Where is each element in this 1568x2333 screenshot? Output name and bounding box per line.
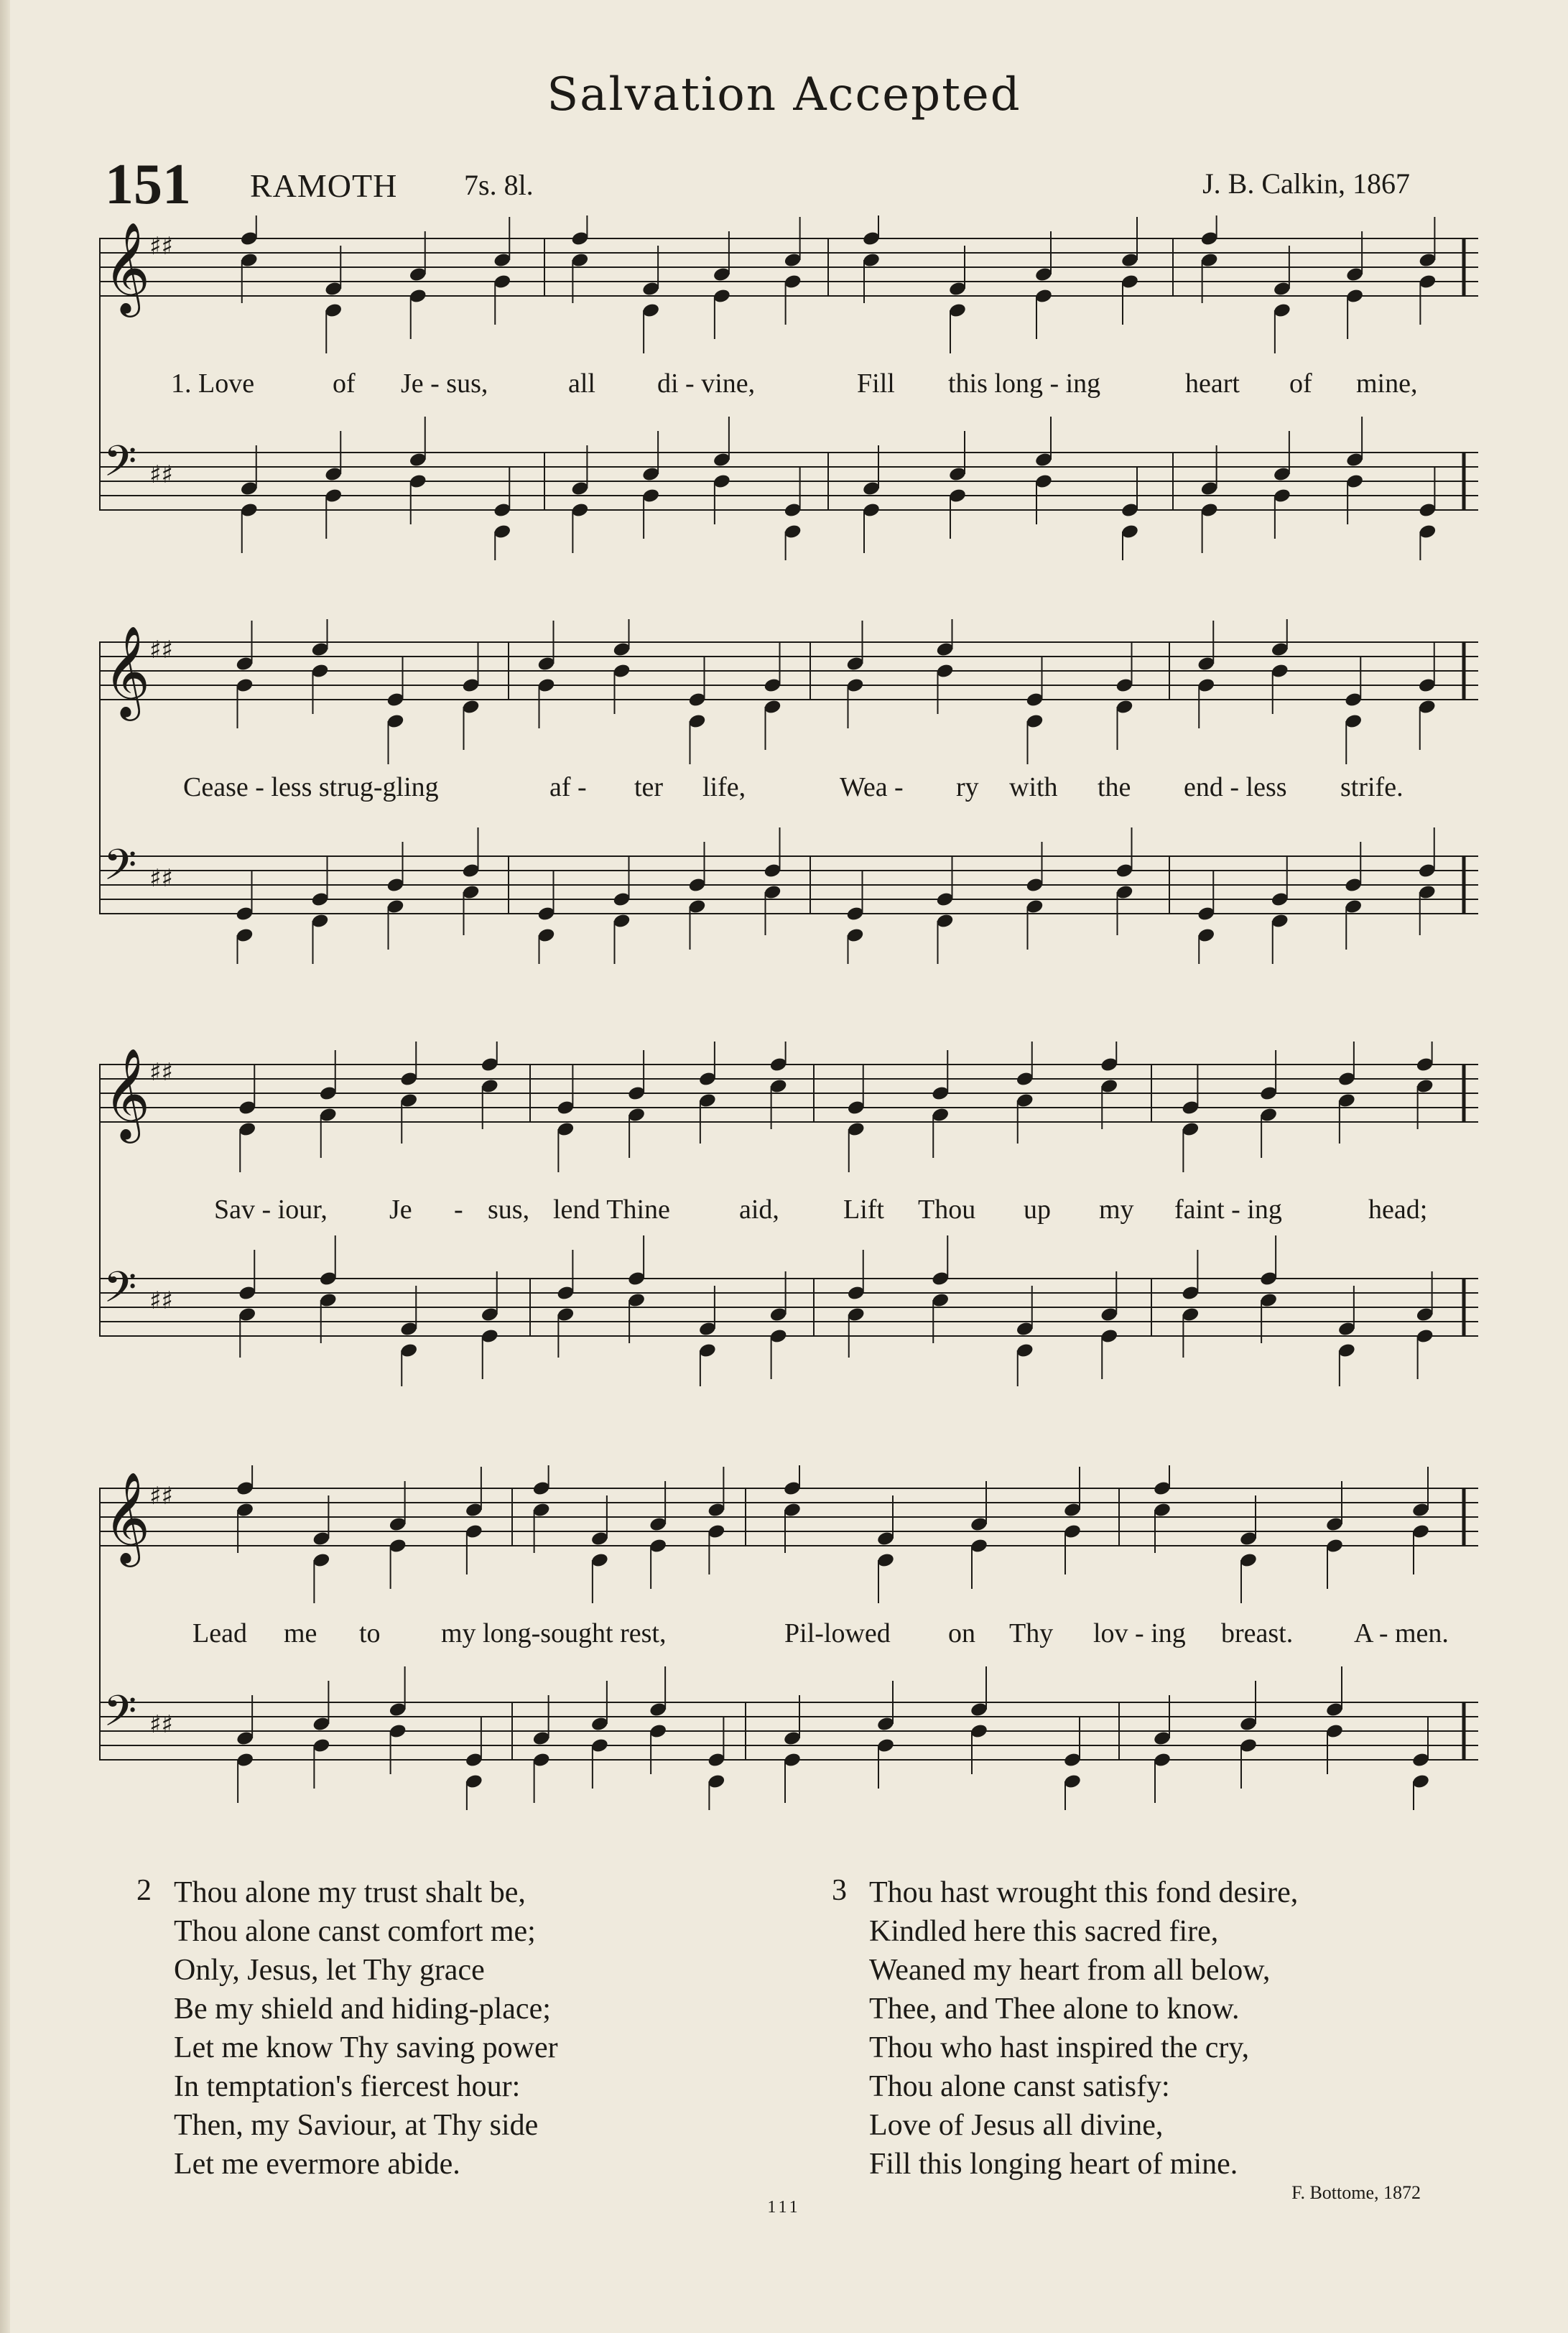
- verse-line: Let me evermore abide.: [174, 2148, 460, 2181]
- lyrics-line: [99, 368, 1478, 404]
- lyric-syllable: life,: [702, 772, 746, 802]
- verse-line: Let me know Thy saving power: [174, 2031, 558, 2064]
- svg-text:𝄢: 𝄢: [103, 1686, 137, 1746]
- svg-text:♯♯: ♯♯: [149, 636, 173, 664]
- svg-text:♯♯: ♯♯: [149, 1058, 173, 1087]
- svg-text:𝄞: 𝄞: [103, 1047, 151, 1139]
- music-system: [99, 619, 1478, 1021]
- lyrics-line: [99, 771, 1478, 807]
- lyric-syllable: af -: [549, 772, 587, 802]
- lyrics-line: [99, 1194, 1478, 1230]
- lyric-syllable: head;: [1368, 1195, 1428, 1225]
- svg-text:𝄞: 𝄞: [103, 625, 151, 717]
- lyric-syllable: all: [568, 368, 595, 399]
- lyric-syllable: with: [1009, 772, 1058, 802]
- meter: 7s. 8l.: [464, 169, 534, 201]
- lyric-syllable: my long-sought rest,: [441, 1618, 667, 1648]
- verse-line: Thee, and Thee alone to know.: [869, 1993, 1240, 2026]
- lyric-syllable: up: [1024, 1195, 1051, 1225]
- lyric-syllable: 1. Love: [171, 368, 255, 399]
- verse-line: Weaned my heart from all below,: [869, 1954, 1271, 1987]
- lyric-syllable: heart: [1185, 368, 1240, 399]
- verse-line: Fill this longing heart of mine.: [869, 2148, 1238, 2181]
- composer: J. B. Calkin, 1867: [1202, 167, 1410, 200]
- music-system: [99, 215, 1478, 618]
- verses: [0, 1873, 1568, 2204]
- lyric-syllable: end - less: [1184, 772, 1287, 802]
- lyrics-line: [99, 1618, 1478, 1653]
- lyric-syllable: Lift: [843, 1195, 884, 1225]
- lyric-syllable: on: [948, 1618, 975, 1648]
- section-title: Salvation Accepted: [547, 68, 1021, 121]
- svg-text:♯♯: ♯♯: [149, 864, 173, 893]
- verse-number: 3: [832, 1874, 847, 1907]
- lyric-syllable: this long - ing: [948, 368, 1101, 399]
- music-system: [99, 1465, 1478, 1868]
- svg-text:♯♯: ♯♯: [149, 1710, 173, 1739]
- svg-text:♯♯: ♯♯: [149, 1482, 173, 1511]
- verse-line: Be my shield and hiding-place;: [174, 1993, 551, 2026]
- verse-line: In temptation's fiercest hour:: [174, 2070, 521, 2103]
- verse-line: Thou alone my trust shalt be,: [174, 1876, 526, 1909]
- lyric-syllable: Lead: [192, 1618, 247, 1648]
- verse-author: F. Bottome, 1872: [1291, 2182, 1421, 2203]
- lyric-syllable: Cease - less strug-gling: [183, 772, 439, 802]
- lyric-syllable: lend Thine: [553, 1195, 670, 1225]
- svg-text:𝄞: 𝄞: [103, 221, 151, 313]
- verse-line: Thou hast wrought this fond desire,: [869, 1876, 1299, 1909]
- lyric-syllable: lov - ing: [1093, 1618, 1186, 1648]
- lyric-syllable: Je - sus,: [401, 368, 488, 399]
- lyric-syllable: Sav - iour,: [214, 1195, 328, 1225]
- svg-text:♯♯: ♯♯: [149, 460, 173, 489]
- lyric-syllable: Je: [389, 1195, 412, 1225]
- lyric-syllable: strife.: [1340, 772, 1404, 802]
- lyric-syllable: Thy: [1009, 1618, 1054, 1648]
- verse-line: Then, my Saviour, at Thy side: [174, 2109, 539, 2142]
- lyric-syllable: of: [333, 368, 356, 399]
- svg-text:𝄞: 𝄞: [103, 1471, 151, 1563]
- lyric-syllable: me: [284, 1618, 317, 1648]
- lyric-syllable: ry: [956, 772, 979, 802]
- svg-text:𝄢: 𝄢: [103, 436, 137, 496]
- svg-text:♯♯: ♯♯: [149, 1286, 173, 1315]
- tune-name: RAMOTH: [250, 167, 398, 204]
- svg-text:♯♯: ♯♯: [149, 232, 173, 261]
- lyric-syllable: mine,: [1356, 368, 1418, 399]
- verse-line: Love of Jesus all divine,: [869, 2109, 1164, 2142]
- lyric-syllable: my: [1099, 1195, 1134, 1225]
- lyric-syllable: -: [454, 1195, 463, 1225]
- svg-text:𝄢: 𝄢: [103, 1262, 137, 1322]
- lyric-syllable: A - men.: [1354, 1618, 1449, 1648]
- lyric-syllable: aid,: [739, 1195, 779, 1225]
- verse-line: Only, Jesus, let Thy grace: [174, 1954, 485, 1987]
- lyric-syllable: the: [1098, 772, 1131, 802]
- verse-line: Thou who hast inspired the cry,: [869, 2031, 1250, 2064]
- lyric-syllable: faint - ing: [1174, 1195, 1282, 1225]
- lyric-syllable: to: [359, 1618, 381, 1648]
- lyric-syllable: breast.: [1221, 1618, 1294, 1648]
- lyric-syllable: Fill: [857, 368, 895, 399]
- verse-line: Kindled here this sacred fire,: [869, 1915, 1219, 1948]
- lyric-syllable: of: [1289, 368, 1312, 399]
- verse-3: [832, 1873, 1299, 2184]
- music-system: [99, 1042, 1478, 1444]
- svg-text:𝄢: 𝄢: [103, 840, 137, 900]
- verse-line: Thou alone canst satisfy:: [869, 2070, 1170, 2103]
- lyric-syllable: Thou: [918, 1195, 976, 1225]
- lyric-syllable: Pil-lowed: [784, 1618, 891, 1648]
- page-number: 111: [767, 2198, 801, 2217]
- lyric-syllable: di - vine,: [657, 368, 756, 399]
- lyric-syllable: sus,: [488, 1195, 530, 1225]
- lyric-syllable: ter: [634, 772, 664, 802]
- lyric-syllable: Wea -: [840, 772, 904, 802]
- verse-number: 2: [136, 1874, 152, 1907]
- hymn-number: 151: [105, 153, 191, 216]
- verse-line: Thou alone canst comfort me;: [174, 1915, 536, 1948]
- verse-2: [136, 1873, 558, 2184]
